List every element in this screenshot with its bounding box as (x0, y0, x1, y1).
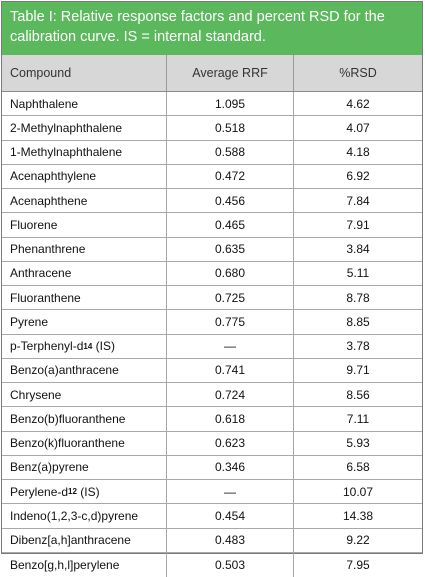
compound-cell (2, 92, 166, 115)
table-row (2, 213, 422, 237)
table-row (2, 92, 422, 116)
average-rrf-cell: 0.725 (166, 286, 293, 309)
compound-cell (2, 238, 166, 261)
rsd-cell: 5.93 (293, 432, 422, 455)
data-table (1, 1, 423, 572)
table-row (2, 238, 422, 262)
compound-name: Indeno(1,2,3-c,d)pyrene (10, 508, 139, 523)
compound-name: Benzo(b)fluoranthene (10, 411, 126, 426)
compound-name: Benzo(a)anthracene (10, 363, 119, 378)
rsd-cell: 5.11 (293, 262, 422, 285)
compound-cell (2, 432, 166, 455)
table-row (2, 383, 422, 407)
table-row (2, 432, 422, 456)
rsd-cell: 9.71 (293, 359, 422, 382)
rsd-cell: 4.62 (293, 92, 422, 115)
table-row (2, 286, 422, 310)
table-row (2, 141, 422, 165)
compound-name: Acenaphthene (10, 193, 88, 208)
compound-cell (2, 116, 166, 139)
table-row (2, 189, 422, 213)
average-rrf-cell: — (166, 480, 293, 503)
compound-cell (2, 553, 166, 577)
average-rrf-cell: 0.483 (166, 529, 293, 552)
internal-standard-suffix: (IS) (92, 339, 115, 354)
table-row (2, 262, 422, 286)
compound-cell (2, 262, 166, 285)
average-rrf-cell: 0.623 (166, 432, 293, 455)
compound-cell (2, 141, 166, 164)
average-rrf-cell: 0.454 (166, 504, 293, 527)
rsd-cell: 7.11 (293, 407, 422, 430)
compound-cell (2, 335, 166, 358)
rsd-cell: 7.84 (293, 189, 422, 212)
average-rrf-cell: 0.635 (166, 238, 293, 261)
compound-name: Anthracene (10, 266, 72, 281)
table-row (2, 335, 422, 359)
rsd-cell: 8.56 (293, 383, 422, 406)
compound-cell (2, 480, 166, 503)
compound-name: 2-Methylnaphthalene (10, 120, 123, 135)
compound-cell (2, 456, 166, 479)
rsd-cell: 8.85 (293, 310, 422, 333)
average-rrf-cell: 0.680 (166, 262, 293, 285)
table-row (2, 529, 422, 553)
compound-cell (2, 310, 166, 333)
compound-name: Fluoranthene (10, 290, 81, 305)
internal-standard-suffix: (IS) (76, 484, 100, 499)
average-rrf-cell: 0.775 (166, 310, 293, 333)
compound-name: Benz(a)pyrene (10, 460, 89, 475)
average-rrf-cell: 0.724 (166, 383, 293, 406)
average-rrf-cell: — (166, 335, 293, 358)
compound-name: Perylene-d (10, 484, 69, 499)
table-row (2, 310, 422, 334)
compound-cell (2, 165, 166, 188)
compound-name: Dibenz[a,h]anthracene (10, 533, 131, 548)
table-caption: Table I: Relative response factors and percent RSD for the calibration curve. IS = internal standard. (2, 2, 422, 55)
table-row (2, 553, 422, 577)
average-rrf-cell: 0.456 (166, 189, 293, 212)
column-header-average-rrf: Average RRF (166, 55, 293, 91)
rsd-cell: 6.58 (293, 456, 422, 479)
compound-name: Phenanthrene (10, 242, 86, 257)
average-rrf-cell: 1.095 (166, 92, 293, 115)
table-row (2, 165, 422, 189)
compound-cell (2, 286, 166, 309)
table-row (2, 116, 422, 140)
table-row (2, 407, 422, 431)
average-rrf-cell: 0.472 (166, 165, 293, 188)
rsd-cell: 7.91 (293, 213, 422, 236)
rsd-cell: 9.22 (293, 529, 422, 552)
rsd-cell: 6.92 (293, 165, 422, 188)
average-rrf-cell: 0.465 (166, 213, 293, 236)
table-row (2, 359, 422, 383)
compound-name: Chrysene (10, 387, 62, 402)
table-row (2, 480, 422, 504)
compound-cell (2, 383, 166, 406)
rsd-cell: 10.07 (293, 480, 422, 503)
isotope-subscript: 14 (83, 341, 93, 351)
table-row (2, 456, 422, 480)
rsd-cell: 3.78 (293, 335, 422, 358)
average-rrf-cell: 0.618 (166, 407, 293, 430)
table-body (2, 92, 422, 577)
compound-cell (2, 407, 166, 430)
compound-name: Naphthalene (10, 96, 79, 111)
average-rrf-cell: 0.588 (166, 141, 293, 164)
compound-cell (2, 189, 166, 212)
average-rrf-cell: 0.518 (166, 116, 293, 139)
compound-name: Acenaphthylene (10, 169, 97, 184)
table-header-row (2, 55, 422, 92)
rsd-cell: 7.95 (293, 553, 422, 577)
column-header-compound: Compound (10, 66, 72, 80)
rsd-cell: 3.84 (293, 238, 422, 261)
compound-name: Fluorene (10, 217, 58, 232)
table-row (2, 504, 422, 528)
rsd-cell: 4.07 (293, 116, 422, 139)
rsd-cell: 4.18 (293, 141, 422, 164)
compound-cell (2, 529, 166, 552)
average-rrf-cell: 0.741 (166, 359, 293, 382)
isotope-subscript: 12 (68, 487, 77, 497)
rsd-cell: 14.38 (293, 504, 422, 527)
compound-name: p-Terphenyl-d (10, 339, 84, 354)
compound-name: Benzo[g,h,l]perylene (10, 557, 120, 572)
column-header-rsd: %RSD (293, 55, 422, 91)
average-rrf-cell: 0.346 (166, 456, 293, 479)
compound-cell (2, 504, 166, 527)
compound-cell (2, 359, 166, 382)
rsd-cell: 8.78 (293, 286, 422, 309)
average-rrf-cell: 0.503 (166, 553, 293, 577)
compound-name: Benzo(k)fluoranthene (10, 436, 125, 451)
compound-name: 1-Methylnaphthalene (10, 145, 123, 160)
compound-cell (2, 213, 166, 236)
compound-name: Pyrene (10, 314, 49, 329)
